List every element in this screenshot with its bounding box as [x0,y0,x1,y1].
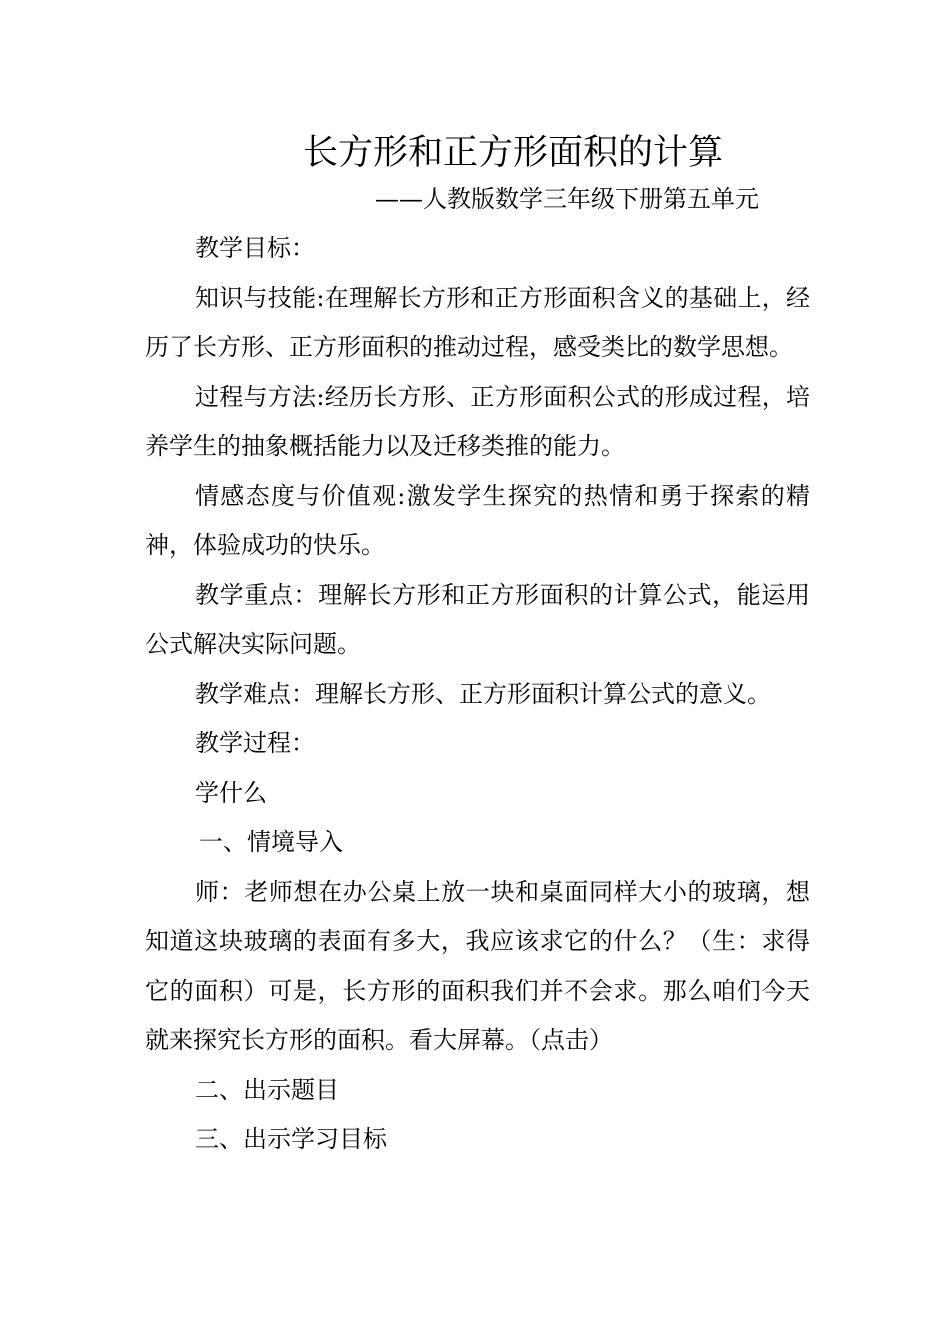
section-heading-show-question: 二、出示题目 [195,1075,339,1104]
paragraph-teaching-process: 教学过程： [195,729,315,757]
document-subtitle: ——人教版数学三年级下册第五单元 [375,185,759,213]
section-heading-learning-goals: 三、出示学习目标 [195,1125,387,1153]
paragraph-what-to-learn: 学什么 [195,778,267,807]
paragraph-teaching-goals: 教学目标： [195,234,315,262]
document-page [145,128,810,1165]
paragraph-key-points: 教学重点：理解长方形和正方形面积的计算公式，能运用公式解决实际问题。 [145,580,810,658]
paragraph-process-method: 过程与方法:经历长方形、正方形面积公式的形成过程，培养学生的抽象概括能力以及迁移类推的能力。 [145,382,810,460]
paragraph-teacher-dialogue: 师：老师想在办公桌上放一块和桌面同样大小的玻璃，想知道这块玻璃的表面有多大，我应该求它的什么？（生：求得它的面积）可是，长方形的面积我们并不会求。那么咱们今天就来探究长方形的面积。看大屏幕。（点击） [145,877,810,1054]
paragraph-difficult-points: 教学难点：理解长方形、正方形面积计算公式的意义。 [195,679,771,708]
paragraph-knowledge-skills: 知识与技能:在理解长方形和正方形面积含义的基础上，经历了长方形、正方形面积的推动过程，感受类比的数学思想。 [145,283,810,361]
document-title: 长方形和正方形面积的计算 [303,133,724,173]
section-heading-intro: 一、情境导入 [199,828,343,856]
paragraph-emotion-values: 情感态度与价值观:激发学生探究的热情和勇于探索的精神，体验成功的快乐。 [145,481,810,559]
